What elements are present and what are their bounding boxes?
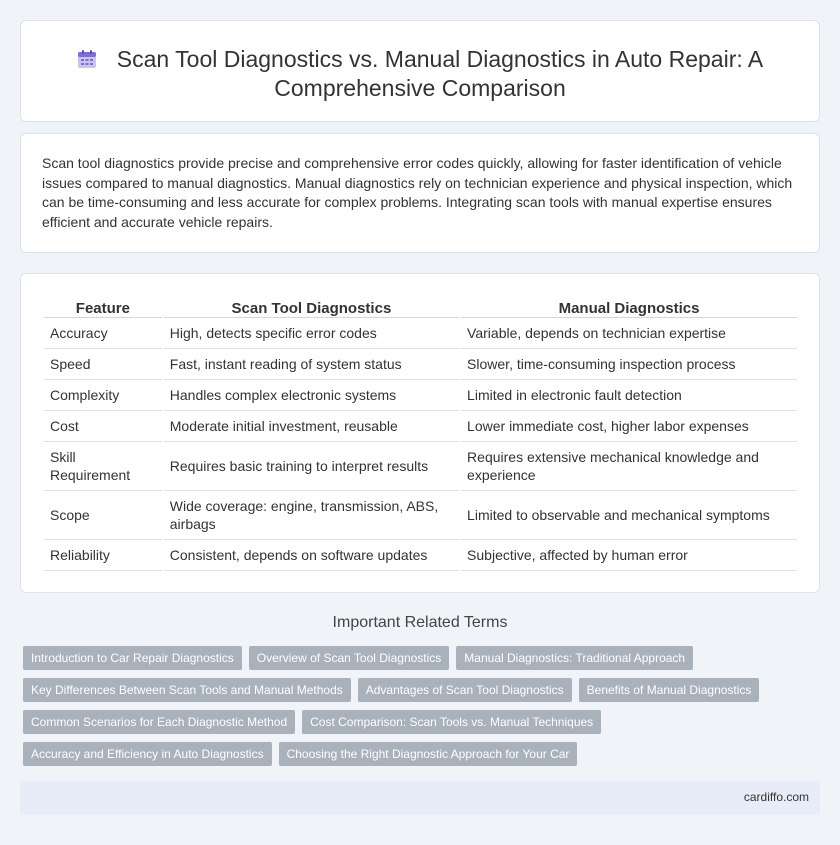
table-cell: Consistent, depends on software updates: [164, 540, 459, 571]
table-cell: Skill Requirement: [44, 442, 162, 491]
table-row: [44, 318, 797, 349]
table-cell: Speed: [44, 349, 162, 380]
table-cell: Limited in electronic fault detection: [461, 380, 797, 411]
table-row: [44, 411, 797, 442]
related-term-tag[interactable]: Accuracy and Efficiency in Auto Diagnostics: [23, 742, 272, 766]
table-cell: Variable, depends on technician expertise: [461, 318, 797, 349]
tag-row: [23, 710, 803, 734]
table-row: [44, 442, 797, 491]
table-cell: Reliability: [44, 540, 162, 571]
table-row: [44, 540, 797, 571]
related-term-tag[interactable]: Key Differences Between Scan Tools and Manual Methods: [23, 678, 351, 702]
table-cell: Moderate initial investment, reusable: [164, 411, 459, 442]
comparison-card: [20, 273, 820, 593]
intro-paragraph: Scan tool diagnostics provide precise and comprehensive error codes quickly, allowing for faster identification of vehicle issues compared to manual diagnostics. Manual diagnostics rely on technician experience and physical inspection, which can be time-consuming and less accurate for complex problems. Integrating scan tools with manual expertise ensures efficient and accurate vehicle repairs.: [42, 155, 793, 230]
table-cell: High, detects specific error codes: [164, 318, 459, 349]
title-card: [20, 20, 820, 122]
tag-row: [23, 742, 803, 766]
table-cell: Subjective, affected by human error: [461, 540, 797, 571]
intro-card: [20, 133, 820, 253]
table-cell: Scope: [44, 491, 162, 540]
calendar-icon: [77, 47, 97, 67]
tag-row: [23, 678, 803, 702]
column-header-feature: Feature: [44, 296, 162, 318]
table-cell: Complexity: [44, 380, 162, 411]
table-cell: Fast, instant reading of system status: [164, 349, 459, 380]
table-row: [44, 380, 797, 411]
table-cell: Slower, time-consuming inspection process: [461, 349, 797, 380]
related-terms-list: [23, 646, 803, 774]
related-term-tag[interactable]: Manual Diagnostics: Traditional Approach: [456, 646, 693, 670]
related-term-tag[interactable]: Cost Comparison: Scan Tools vs. Manual Techniques: [302, 710, 601, 734]
related-term-tag[interactable]: Common Scenarios for Each Diagnostic Method: [23, 710, 295, 734]
column-header-scan-tool: Scan Tool Diagnostics: [164, 296, 459, 318]
page-title-wrap: [21, 45, 819, 103]
related-term-tag[interactable]: Introduction to Car Repair Diagnostics: [23, 646, 242, 670]
related-term-tag[interactable]: Overview of Scan Tool Diagnostics: [249, 646, 450, 670]
table-header-row: [44, 296, 797, 318]
table-cell: Requires extensive mechanical knowledge and experience: [461, 442, 797, 491]
related-term-tag[interactable]: Benefits of Manual Diagnostics: [579, 678, 760, 702]
column-header-manual: Manual Diagnostics: [461, 296, 797, 318]
table-cell: Lower immediate cost, higher labor expenses: [461, 411, 797, 442]
related-terms-title: Important Related Terms: [332, 614, 508, 631]
table-cell: Accuracy: [44, 318, 162, 349]
table-cell: Limited to observable and mechanical symptoms: [461, 491, 797, 540]
table-row: [44, 349, 797, 380]
table-cell: Cost: [44, 411, 162, 442]
table-cell: Handles complex electronic systems: [164, 380, 459, 411]
tag-row: [23, 646, 803, 670]
footer-site-link[interactable]: cardiffo.com: [743, 790, 809, 804]
table-cell: Wide coverage: engine, transmission, ABS, airbags: [164, 491, 459, 540]
table-row: [44, 491, 797, 540]
page-title: Scan Tool Diagnostics vs. Manual Diagnostics in Auto Repair: A Comprehensive Comparison: [116, 46, 764, 101]
comparison-table: [42, 296, 799, 571]
related-term-tag[interactable]: Choosing the Right Diagnostic Approach for Your Car: [279, 742, 578, 766]
table-cell: Requires basic training to interpret results: [164, 442, 459, 491]
footer: [20, 781, 820, 815]
related-term-tag[interactable]: Advantages of Scan Tool Diagnostics: [358, 678, 572, 702]
